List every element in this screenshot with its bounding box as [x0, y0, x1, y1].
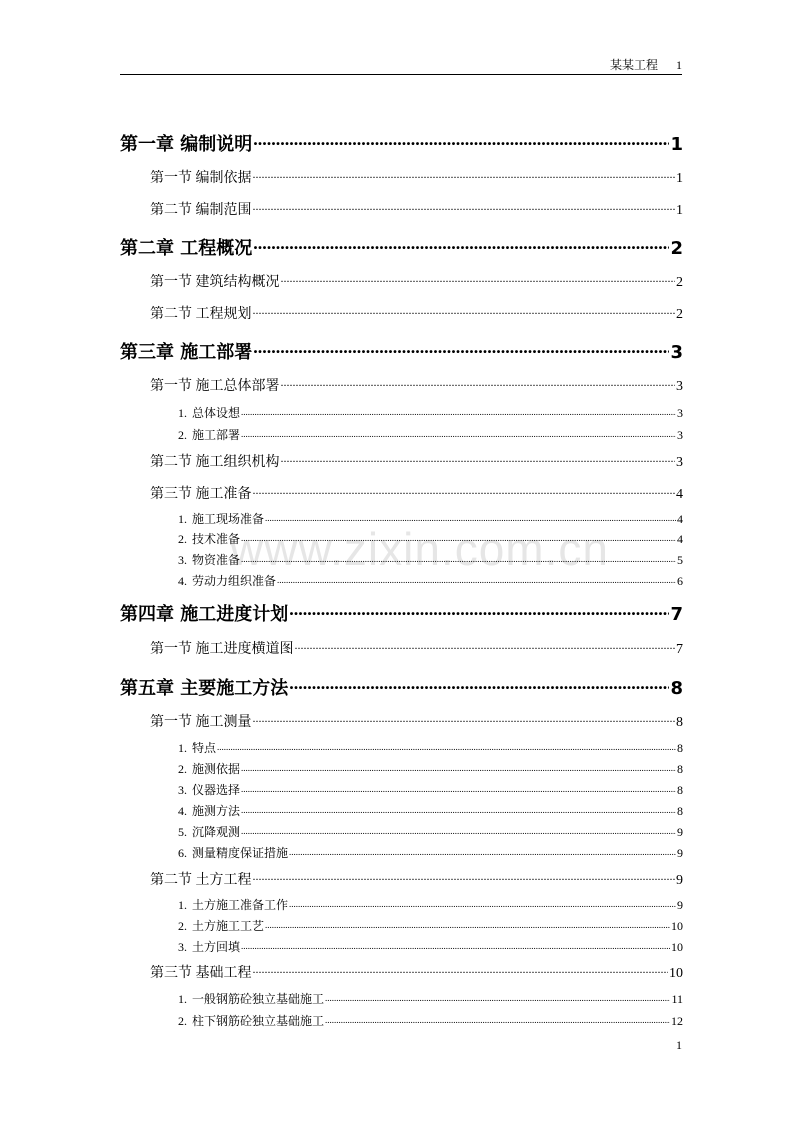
- toc-entry-page: 4: [677, 532, 683, 546]
- toc-entry-number: 1.: [178, 741, 187, 755]
- toc-entry-page: 3: [676, 379, 683, 394]
- toc-leader-dots: [289, 848, 676, 857]
- toc-leader-dots: [289, 676, 669, 694]
- toc-entry[interactable]: [178, 990, 683, 1007]
- toc-entry-page: 9: [677, 846, 683, 860]
- toc-entry-title: 劳动力组织准备: [192, 574, 277, 588]
- toc-entry-page: 1: [676, 171, 683, 186]
- toc-leader-dots: [253, 306, 676, 318]
- toc-leader-dots: [241, 408, 676, 417]
- toc-entry-label: 第一节 施工总体部署: [150, 379, 280, 394]
- toc-entry[interactable]: [150, 962, 683, 982]
- toc-entry-page: 2: [676, 307, 683, 322]
- toc-entry-number: 4.: [178, 804, 187, 818]
- toc-entry-page: 1: [676, 203, 683, 218]
- toc-entry-page: 3: [670, 342, 683, 363]
- toc-entry-label: 第一节 施工测量: [150, 715, 252, 730]
- toc-entry[interactable]: [150, 199, 683, 219]
- toc-entry-title: 施测依据: [192, 762, 241, 776]
- toc-entry-label: 第二节 施工组织机构: [150, 455, 280, 470]
- toc-entry-title: 土方施工工艺: [192, 919, 265, 933]
- toc-leader-dots: [265, 921, 670, 930]
- toc-entry-page: 2: [676, 275, 683, 290]
- toc-leader-dots: [241, 806, 676, 815]
- toc-entry[interactable]: [120, 600, 683, 626]
- toc-entry-label: 第三节 施工准备: [150, 487, 252, 502]
- toc-entry-label: 第二节 土方工程: [150, 873, 252, 888]
- toc-entry-page: 2: [670, 238, 683, 259]
- toc-entry[interactable]: [150, 375, 683, 395]
- toc-leader-dots: [241, 827, 676, 836]
- toc-entry-page: 11: [671, 992, 683, 1006]
- toc-entry[interactable]: [178, 938, 683, 955]
- toc-entry-number: 1.: [178, 992, 187, 1006]
- toc-leader-dots: [289, 602, 669, 620]
- toc-entry-page: 9: [677, 825, 683, 839]
- toc-entry-page: 8: [677, 804, 683, 818]
- toc-entry-label: 第二节 编制范围: [150, 203, 252, 218]
- toc-leader-dots: [277, 576, 676, 585]
- toc-leader-dots: [217, 743, 676, 752]
- toc-leader-dots: [281, 378, 676, 390]
- toc-entry-page: 10: [671, 940, 683, 954]
- toc-entry-number: 1.: [178, 406, 187, 420]
- toc-entry-page: 8: [677, 741, 683, 755]
- toc-entry-number: 5.: [178, 825, 187, 839]
- toc-entry-number: 3.: [178, 783, 187, 797]
- toc-leader-dots: [241, 555, 676, 564]
- toc-entry[interactable]: [178, 844, 683, 861]
- toc-leader-dots: [253, 965, 669, 977]
- toc-leader-dots: [253, 202, 676, 214]
- toc-leader-dots: [253, 714, 676, 726]
- toc-entry[interactable]: [120, 130, 683, 156]
- toc-entry-page: 7: [676, 642, 683, 657]
- toc-entry-page: 3: [676, 455, 683, 470]
- toc-entry-title: 施工部署: [192, 428, 241, 442]
- toc-entry[interactable]: [178, 530, 683, 547]
- toc-entry-label: 第一节 建筑结构概况: [150, 275, 280, 290]
- toc-entry-page: 9: [677, 898, 683, 912]
- toc-entry[interactable]: [120, 338, 683, 364]
- toc-entry[interactable]: [178, 426, 683, 443]
- toc-leader-dots: [253, 486, 676, 498]
- toc-entry[interactable]: [178, 917, 683, 934]
- toc-entry-label: [178, 802, 240, 819]
- toc-entry-number: 1.: [178, 898, 187, 912]
- toc-entry[interactable]: [178, 1012, 683, 1029]
- toc-entry-title: 一般钢筋砼独立基础施工: [192, 992, 325, 1006]
- toc-leader-dots: [253, 340, 669, 358]
- toc-entry-number: 2.: [178, 428, 187, 442]
- toc-leader-dots: [281, 274, 676, 286]
- toc-entry-page: 3: [677, 428, 683, 442]
- toc-entry[interactable]: [178, 739, 683, 756]
- toc-entry-page: 9: [676, 873, 683, 888]
- toc-entry-title: 施工现场准备: [192, 512, 265, 526]
- toc-entry-label: 第四章 施工进度计划: [120, 604, 289, 625]
- watermark: www.zixin.com.cn: [230, 523, 609, 575]
- toc-entry-label: 第三节 基础工程: [150, 966, 252, 981]
- toc-entry-title: 土方施工准备工作: [192, 898, 289, 912]
- header-title: 某某工程: [609, 58, 658, 72]
- toc-entry-page: 10: [671, 919, 683, 933]
- toc-entry-number: 2.: [178, 919, 187, 933]
- page-footer-number: 1: [676, 1038, 682, 1052]
- toc-entry-page: 8: [677, 762, 683, 776]
- toc-leader-dots: [265, 514, 676, 523]
- toc-entry-label: [178, 823, 240, 840]
- toc-entry-label: 第一章 编制说明: [120, 134, 253, 155]
- toc-entry-label: [178, 760, 240, 777]
- toc-entry-page: 1: [670, 134, 683, 155]
- toc-entry-label: [178, 1012, 324, 1029]
- toc-entry[interactable]: [178, 551, 683, 568]
- toc-entry-title: 土方回填: [192, 940, 241, 954]
- toc-entry[interactable]: [178, 781, 683, 798]
- toc-entry[interactable]: [120, 674, 683, 700]
- toc-entry[interactable]: [178, 404, 683, 421]
- toc-leader-dots: [241, 785, 676, 794]
- toc-leader-dots: [289, 900, 676, 909]
- toc-entry-page: 4: [677, 512, 683, 526]
- toc-entry-page: 8: [676, 715, 683, 730]
- toc-entry[interactable]: [150, 303, 683, 323]
- toc-leader-dots: [253, 236, 669, 254]
- toc-entry-label: [178, 739, 216, 756]
- toc-entry-page: 4: [676, 487, 683, 502]
- toc-entry-label: [178, 917, 264, 934]
- toc-entry[interactable]: [120, 234, 683, 260]
- toc-leader-dots: [253, 872, 676, 884]
- toc-entry[interactable]: [150, 167, 683, 187]
- toc-entry-label: 第五章 主要施工方法: [120, 678, 289, 699]
- toc-entry-number: 6.: [178, 846, 187, 860]
- toc-entry-label: [178, 990, 324, 1007]
- toc-leader-dots: [281, 454, 676, 466]
- toc-leader-dots: [325, 994, 670, 1003]
- toc-entry-number: 3.: [178, 940, 187, 954]
- toc-entry-title: 总体设想: [192, 406, 241, 420]
- toc-entry-page: 8: [677, 783, 683, 797]
- toc-entry-label: [178, 551, 240, 568]
- toc-entry-title: 测量精度保证措施: [192, 846, 289, 860]
- toc-entry-title: 柱下钢筋砼独立基础施工: [192, 1014, 325, 1028]
- toc-entry-label: [178, 844, 288, 861]
- toc-entry-title: 特点: [192, 741, 217, 755]
- header-page-number: 1: [676, 58, 682, 72]
- toc-entry-label: [178, 404, 240, 421]
- toc-entry-title: 施测方法: [192, 804, 241, 818]
- toc-entry-label: [178, 896, 288, 913]
- toc-entry-number: 2.: [178, 532, 187, 546]
- toc-entry-page: 3: [677, 406, 683, 420]
- toc-leader-dots: [325, 1016, 670, 1025]
- toc-leader-dots: [253, 170, 676, 182]
- toc-entry-label: [178, 510, 264, 527]
- toc-entry[interactable]: [178, 823, 683, 840]
- toc-entry-page: 6: [677, 574, 683, 588]
- toc-entry[interactable]: [178, 572, 683, 589]
- toc-entry-label: 第二章 工程概况: [120, 238, 253, 259]
- toc-entry[interactable]: [150, 869, 683, 889]
- toc-entry-page: 7: [670, 604, 683, 625]
- toc-entry-title: 沉降观测: [192, 825, 241, 839]
- toc-leader-dots: [253, 132, 669, 150]
- toc-entry-label: [178, 426, 240, 443]
- toc-leader-dots: [241, 430, 676, 439]
- toc-entry-title: 技术准备: [192, 532, 241, 546]
- toc-entry-page: 8: [670, 678, 683, 699]
- toc-entry-label: [178, 781, 240, 798]
- toc-entry[interactable]: [178, 896, 683, 913]
- toc-entry-number: 2.: [178, 1014, 187, 1028]
- toc-entry[interactable]: [178, 510, 683, 527]
- toc-leader-dots: [241, 764, 676, 773]
- toc-leader-dots: [295, 641, 676, 653]
- toc-entry-label: 第一节 施工进度横道图: [150, 642, 294, 657]
- toc-entry-page: 10: [669, 966, 683, 981]
- toc-entry-title: 仪器选择: [192, 783, 241, 797]
- toc-entry[interactable]: [150, 271, 683, 291]
- toc-entry-label: [178, 938, 240, 955]
- toc-entry-number: 1.: [178, 512, 187, 526]
- toc-entry-label: 第三章 施工部署: [120, 342, 253, 363]
- toc-entry-number: 4.: [178, 574, 187, 588]
- toc-entry[interactable]: [150, 638, 683, 658]
- toc-entry[interactable]: [178, 760, 683, 777]
- toc-entry-title: 物资准备: [192, 553, 241, 567]
- toc-entry[interactable]: [150, 711, 683, 731]
- toc-entry-label: 第一节 编制依据: [150, 171, 252, 186]
- toc-entry[interactable]: [150, 483, 683, 503]
- toc-leader-dots: [241, 942, 670, 951]
- toc-entry-label: [178, 530, 240, 547]
- toc-entry-page: 12: [671, 1014, 683, 1028]
- toc-leader-dots: [241, 534, 676, 543]
- toc-entry-page: 5: [677, 553, 683, 567]
- toc-entry-number: 3.: [178, 553, 187, 567]
- toc-entry-number: 2.: [178, 762, 187, 776]
- toc-entry[interactable]: [178, 802, 683, 819]
- toc-entry-label: [178, 572, 276, 589]
- toc-entry-label: 第二节 工程规划: [150, 307, 252, 322]
- toc-entry[interactable]: [150, 451, 683, 471]
